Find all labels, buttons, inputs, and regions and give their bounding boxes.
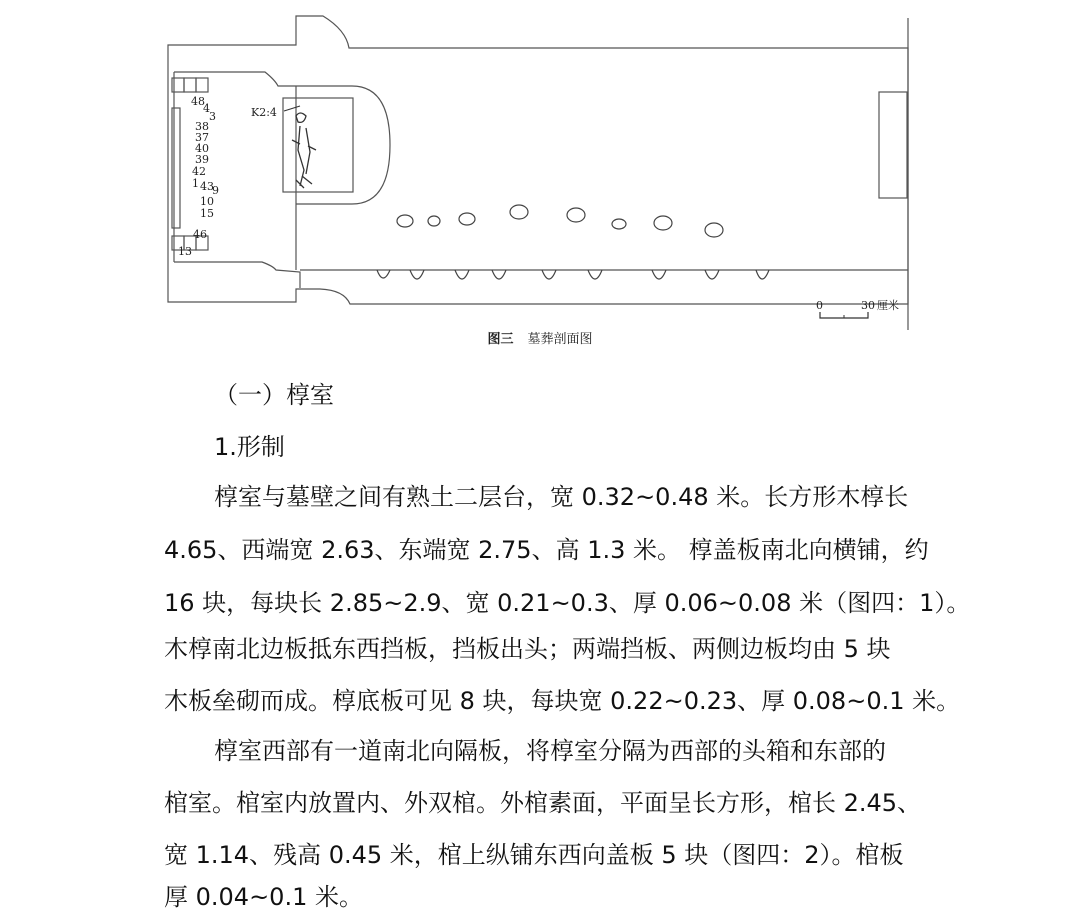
paragraph-line: 4.65、西端宽 2.63、东端宽 2.75、高 1.3 米。 椁盖板南北向横铺，约 (164, 536, 929, 564)
artifact-number: 46 (193, 228, 207, 241)
scale-bar (816, 298, 899, 318)
caption-title: 墓葬剖面图 (527, 332, 593, 347)
paragraph-line: 椁室西部有一道南北向隔板，将椁室分隔为西部的头箱和东部的 (214, 737, 886, 765)
scale-zero: 0 (816, 299, 823, 312)
inner-coffin (283, 98, 353, 192)
paragraph-line: 宽 1.14、残高 0.45 米，棺上纵铺东西向盖板 5 块（图四：2）。棺板 (164, 841, 904, 869)
east-end-block (879, 92, 907, 198)
tomb-outline (168, 16, 908, 304)
tomb-section-drawing (0, 0, 1080, 330)
artifact-numbers (178, 95, 219, 258)
artifact-number: 9 (212, 184, 219, 197)
artifact-number: 3 (209, 110, 216, 123)
artifact-number: 1 (192, 177, 199, 190)
paragraph-line: 木椁南北边板抵东西挡板，挡板出头；两端挡板、两侧边板均由 5 块 (164, 635, 891, 663)
paragraph-line: 厚 0.04~0.1 米。 (164, 883, 363, 911)
subsection-title: 1.形制 (214, 433, 285, 461)
paragraph-line: 木板垒砌而成。椁底板可见 8 块，每块宽 0.22~0.23、厚 0.08~0.1 米。 (164, 687, 961, 715)
paragraph-line: 16 块，每块长 2.85~2.9、宽 0.21~0.3、厚 0.06~0.08 米（图四：1）。 (164, 589, 971, 617)
stake-ends (377, 270, 769, 279)
caption-number: 图三 (487, 332, 514, 347)
artifact-number: 38 (195, 120, 209, 133)
paragraph-line: 椁室与墓壁之间有熟土二层台，宽 0.32~0.48 米。长方形木椁长 (214, 483, 909, 511)
tomb-section-figure (0, 0, 1080, 360)
outer-coffin (296, 86, 390, 204)
artifact-number: 37 (195, 131, 209, 144)
artifact-number: 15 (200, 207, 214, 220)
artifact-number: 13 (178, 245, 192, 258)
lower-ledge-line (174, 262, 300, 288)
artifact-number: 42 (192, 165, 206, 178)
paragraph-line: 棺室。棺室内放置内、外双棺。外棺素面，平面呈长方形，棺长 2.45、 (164, 789, 922, 817)
k2-pointer-line (284, 106, 300, 111)
upper-ledge-line (174, 72, 296, 86)
artifact-number: 40 (195, 142, 209, 155)
figure-caption (0, 328, 1080, 347)
artifact-number: 39 (195, 153, 209, 166)
scale-unit: 厘米 (877, 299, 899, 312)
artifact-number: 4 (203, 102, 210, 115)
artifact-number: 48 (191, 95, 205, 108)
artifact-number: 43 (200, 180, 214, 193)
post-holes (397, 205, 723, 237)
artifact-number: 10 (200, 195, 214, 208)
scale-value: 30 (861, 299, 875, 312)
k2-label: K2:4 (251, 106, 277, 119)
section-title: （一）椁室 (214, 381, 334, 409)
